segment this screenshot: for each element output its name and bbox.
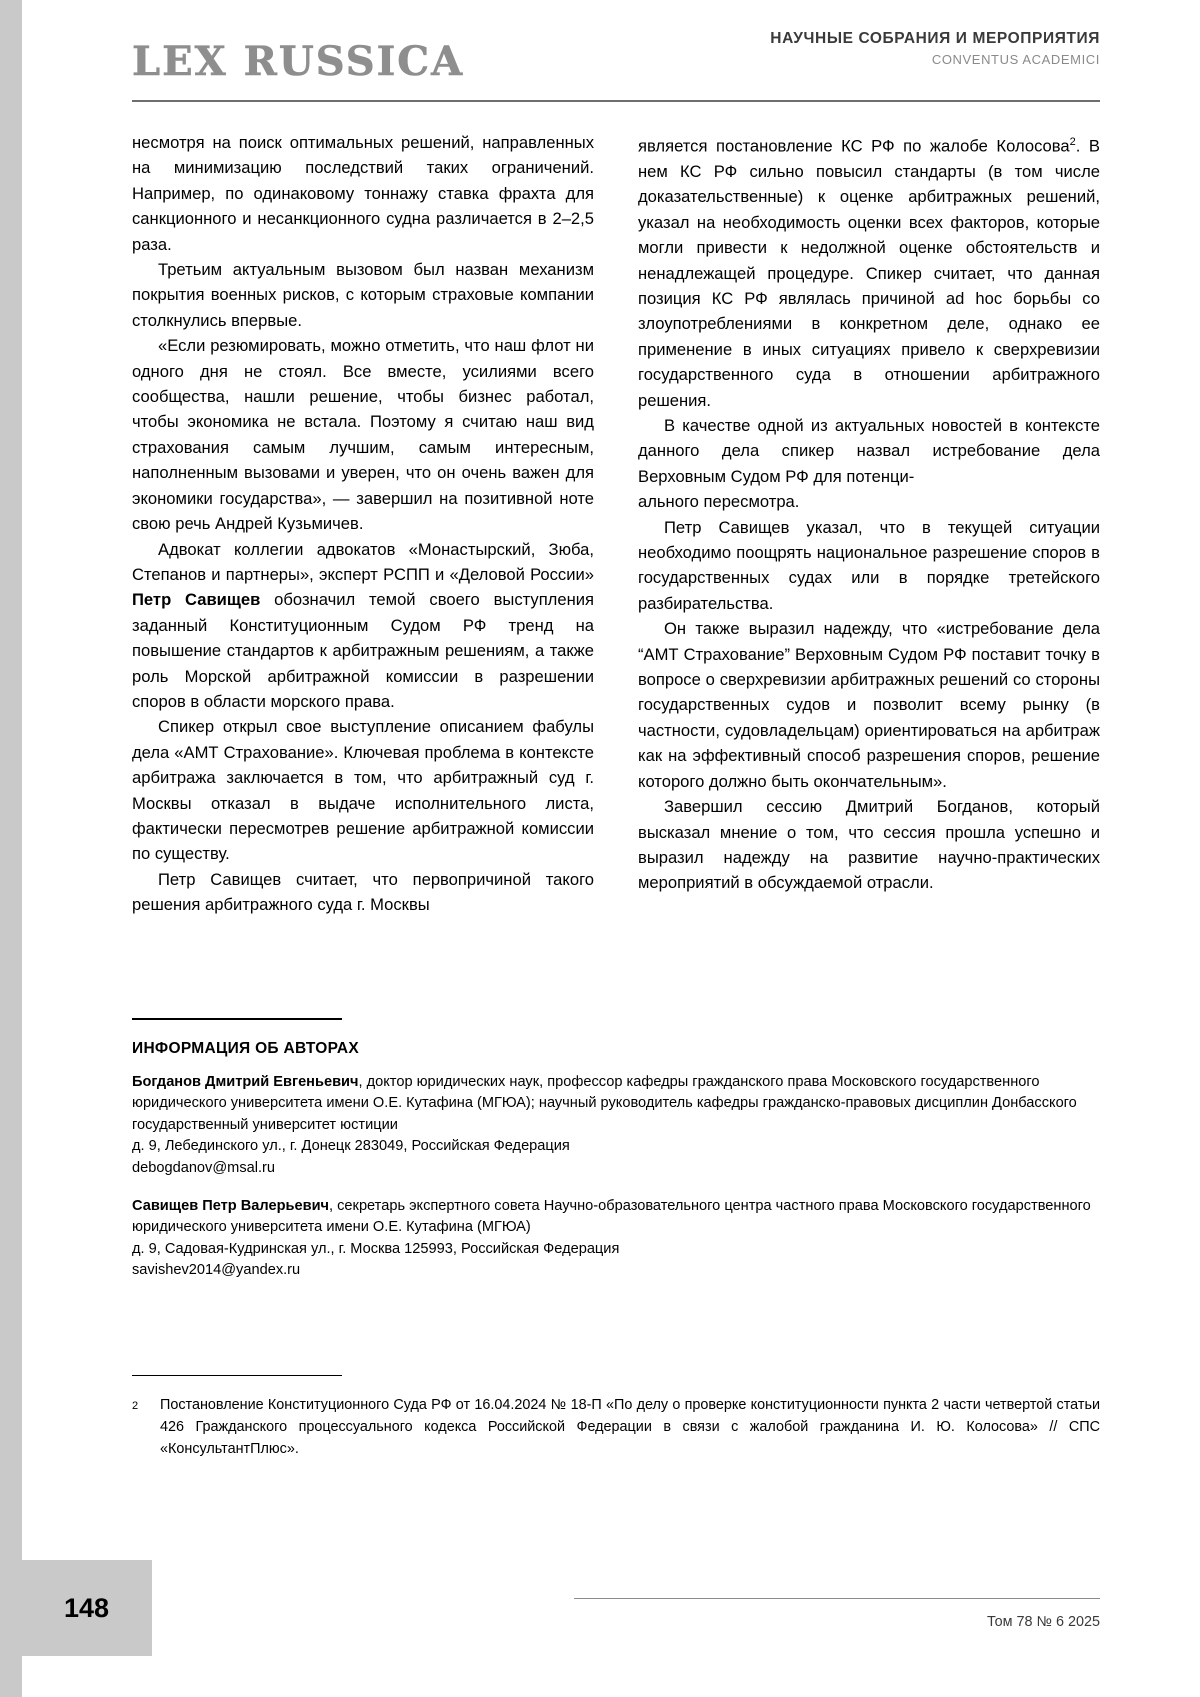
section-heading-ru: НАУЧНЫЕ СОБРАНИЯ И МЕРОПРИЯТИЯ — [770, 30, 1100, 47]
paragraph: несмотря на поиск оптимальных решений, направленных на минимизацию последствий таких ограничений. Например, по одинаковому тоннажу ставка фрахта для санкционного и несанкционного судна различается в 2–2,5 раза. — [132, 133, 594, 254]
footnote-divider — [132, 1375, 342, 1376]
author-entry — [132, 1196, 1100, 1282]
section-heading-latin: CONVENTUS ACADEMICI — [931, 52, 1100, 67]
paragraph: Спикер открыл свое выступление описанием фабулы дела «АМТ Страхование». Ключевая проблема в контексте арбитража заключается в том, что арбитражный суд г. Москвы отказал в выдаче исполнительного листа, фактически пересмотрев решение арбитражной комиссии по существу. — [132, 717, 594, 864]
authors-section-title: ИНФОРМАЦИЯ ОБ АВТОРАХ — [132, 1039, 360, 1057]
left-column — [132, 130, 594, 918]
journal-page — [22, 0, 1200, 1697]
paragraph: «Если резюмировать, можно отметить, что наш флот ни одного дня не стоял. Все вместе, усилиями всего сообщества, нашли решение, чтобы бизнес работал, чтобы экономика не встала. Поэтому я считаю наш вид страхования самым лучшим, самым интересным, наполненным вызовами и уверен, что он очень важен для экономики государства», — завершил на позитивной ноте свою речь Андрей Кузьмичев. — [132, 336, 594, 534]
author-affiliation: , доктор юридических наук, профессор кафедры гражданского права Московского государственного юридического университета имени О.Е. Кутафина (МГЮА); научный руководитель кафедры гражданско-правовых дисциплин Донбасского государственный университет юстиции — [132, 1073, 1077, 1133]
authors-section-divider — [132, 1018, 342, 1020]
author-email: savishev2014@yandex.ru — [132, 1262, 301, 1279]
author-name-and-affiliation — [132, 1072, 1100, 1137]
issue-info: Том 78 № 6 2025 — [986, 1614, 1100, 1630]
paragraph-with-footnote — [638, 130, 1100, 413]
article-body — [132, 130, 1100, 918]
paragraph: Петр Савищев указал, что в текущей ситуации необходимо поощрять национальное разрешение споров в государственных судах или в порядке третейского разбирательства. — [638, 517, 1100, 613]
paragraph-prefix: Адвокат коллегии адвокатов «Монастырский, Зюба, Степанов и партнеры», эксперт РСПП и «Деловой России» — [132, 539, 594, 584]
journal-masthead: LEX RUSSICA — [132, 38, 465, 85]
footnote-number: 2 — [132, 1400, 139, 1413]
footnote-marker: 2 — [1069, 136, 1076, 148]
paragraph-part-1: является постановление КС РФ по жалобе Колосова — [638, 136, 1070, 156]
paragraph: ального пересмотра. — [638, 492, 800, 512]
author-affiliation: , секретарь экспертного совета Научно-образовательного центра частного права Московского государственного юридического университета имени О.Е. Кутафина (МГЮА) — [132, 1197, 1091, 1236]
page-number: 148 — [64, 1593, 110, 1623]
author-name: Богданов Дмитрий Евгеньевич — [132, 1073, 359, 1090]
left-margin-strip — [0, 0, 22, 1697]
paragraph: Петр Савищев считает, что первопричиной такого решения арбитражного суда г. Москвы — [132, 869, 594, 915]
paragraph: Третьим актуальным вызовом был назван механизм покрытия военных рисков, с которым страховые компании столкнулись впервые. — [132, 260, 594, 330]
paragraph: Завершил сессию Дмитрий Богданов, который высказал мнение о том, что сессия прошла успешно и выразил надежду на развитие научно-практических мероприятий в обсуждаемой отрасли. — [638, 797, 1100, 893]
section-heading — [770, 30, 1100, 67]
footnote-entry — [132, 1394, 1100, 1460]
speaker-name: Петр Савищев — [132, 590, 261, 610]
paragraph-part-2: . В нем КС РФ сильно повысил стандарты (в том числе доказательственные) к оценке арбитражных решений, указал на необходимость оценки всех факторов, которые могли привести к недолжной оценке обстоятельств и ненадлежащей процедуре. Спикер считает, что данная позиция КС РФ являлась причиной ad hoc борьбы со злоупотреблениями в конкретном деле, однако ее применение в иных ситуациях привело к сверхревизии государственного суда в отношении арбитражного решения. — [638, 136, 1100, 410]
paragraph: В качестве одной из актуальных новостей в контексте данного дела спикер назвал истребование дела Верховным Судом РФ для потенци- — [638, 416, 1100, 486]
footer-divider — [574, 1598, 1100, 1599]
paragraph: Он также выразил надежду, что «истребование дела “АМТ Страхование” Верховным Судом РФ поставит точку в вопросе о сверхревизии арбитражных решений со стороны государственных судов и позволит всему рынку (в частности, судовладельцам) ориентироваться на арбитраж как на эффективный способ разрешения споров, решение которого должно быть окончательным». — [638, 619, 1100, 791]
author-name-and-affiliation — [132, 1196, 1100, 1239]
paragraph-with-speaker-name — [132, 537, 594, 715]
author-email: debogdanov@msal.ru — [132, 1159, 276, 1176]
authors-information-section — [132, 1018, 1100, 1298]
author-address: д. 9, Лебединского ул., г. Донецк 283049, Российская Федерация — [132, 1138, 570, 1155]
author-name: Савищев Петр Валерьевич — [132, 1197, 330, 1214]
footnote-section — [132, 1375, 1100, 1460]
author-address: д. 9, Садовая-Кудринская ул., г. Москва 125993, Российская Федерация — [132, 1240, 620, 1257]
footnote-text: Постановление Конституционного Суда РФ от 16.04.2024 № 18-П «По делу о проверке конституционности пункта 2 части четвертой статьи 426 Гражданского процессуального кодекса Российской Федерации в связи с жалобой гражданина И. Ю. Колосова» // СПС «КонсультантПлюс». — [160, 1397, 1100, 1458]
header-divider — [132, 100, 1100, 102]
author-entry — [132, 1072, 1100, 1180]
paragraph-suffix: обозначил темой своего выступления заданный Конституционным Судом РФ тренд на повышение стандартов к арбитражным решениям, а также роль Морской арбитражной комиссии в разрешении споров в области морского права. — [132, 590, 595, 711]
page-header — [132, 20, 1100, 98]
right-column — [638, 130, 1100, 918]
